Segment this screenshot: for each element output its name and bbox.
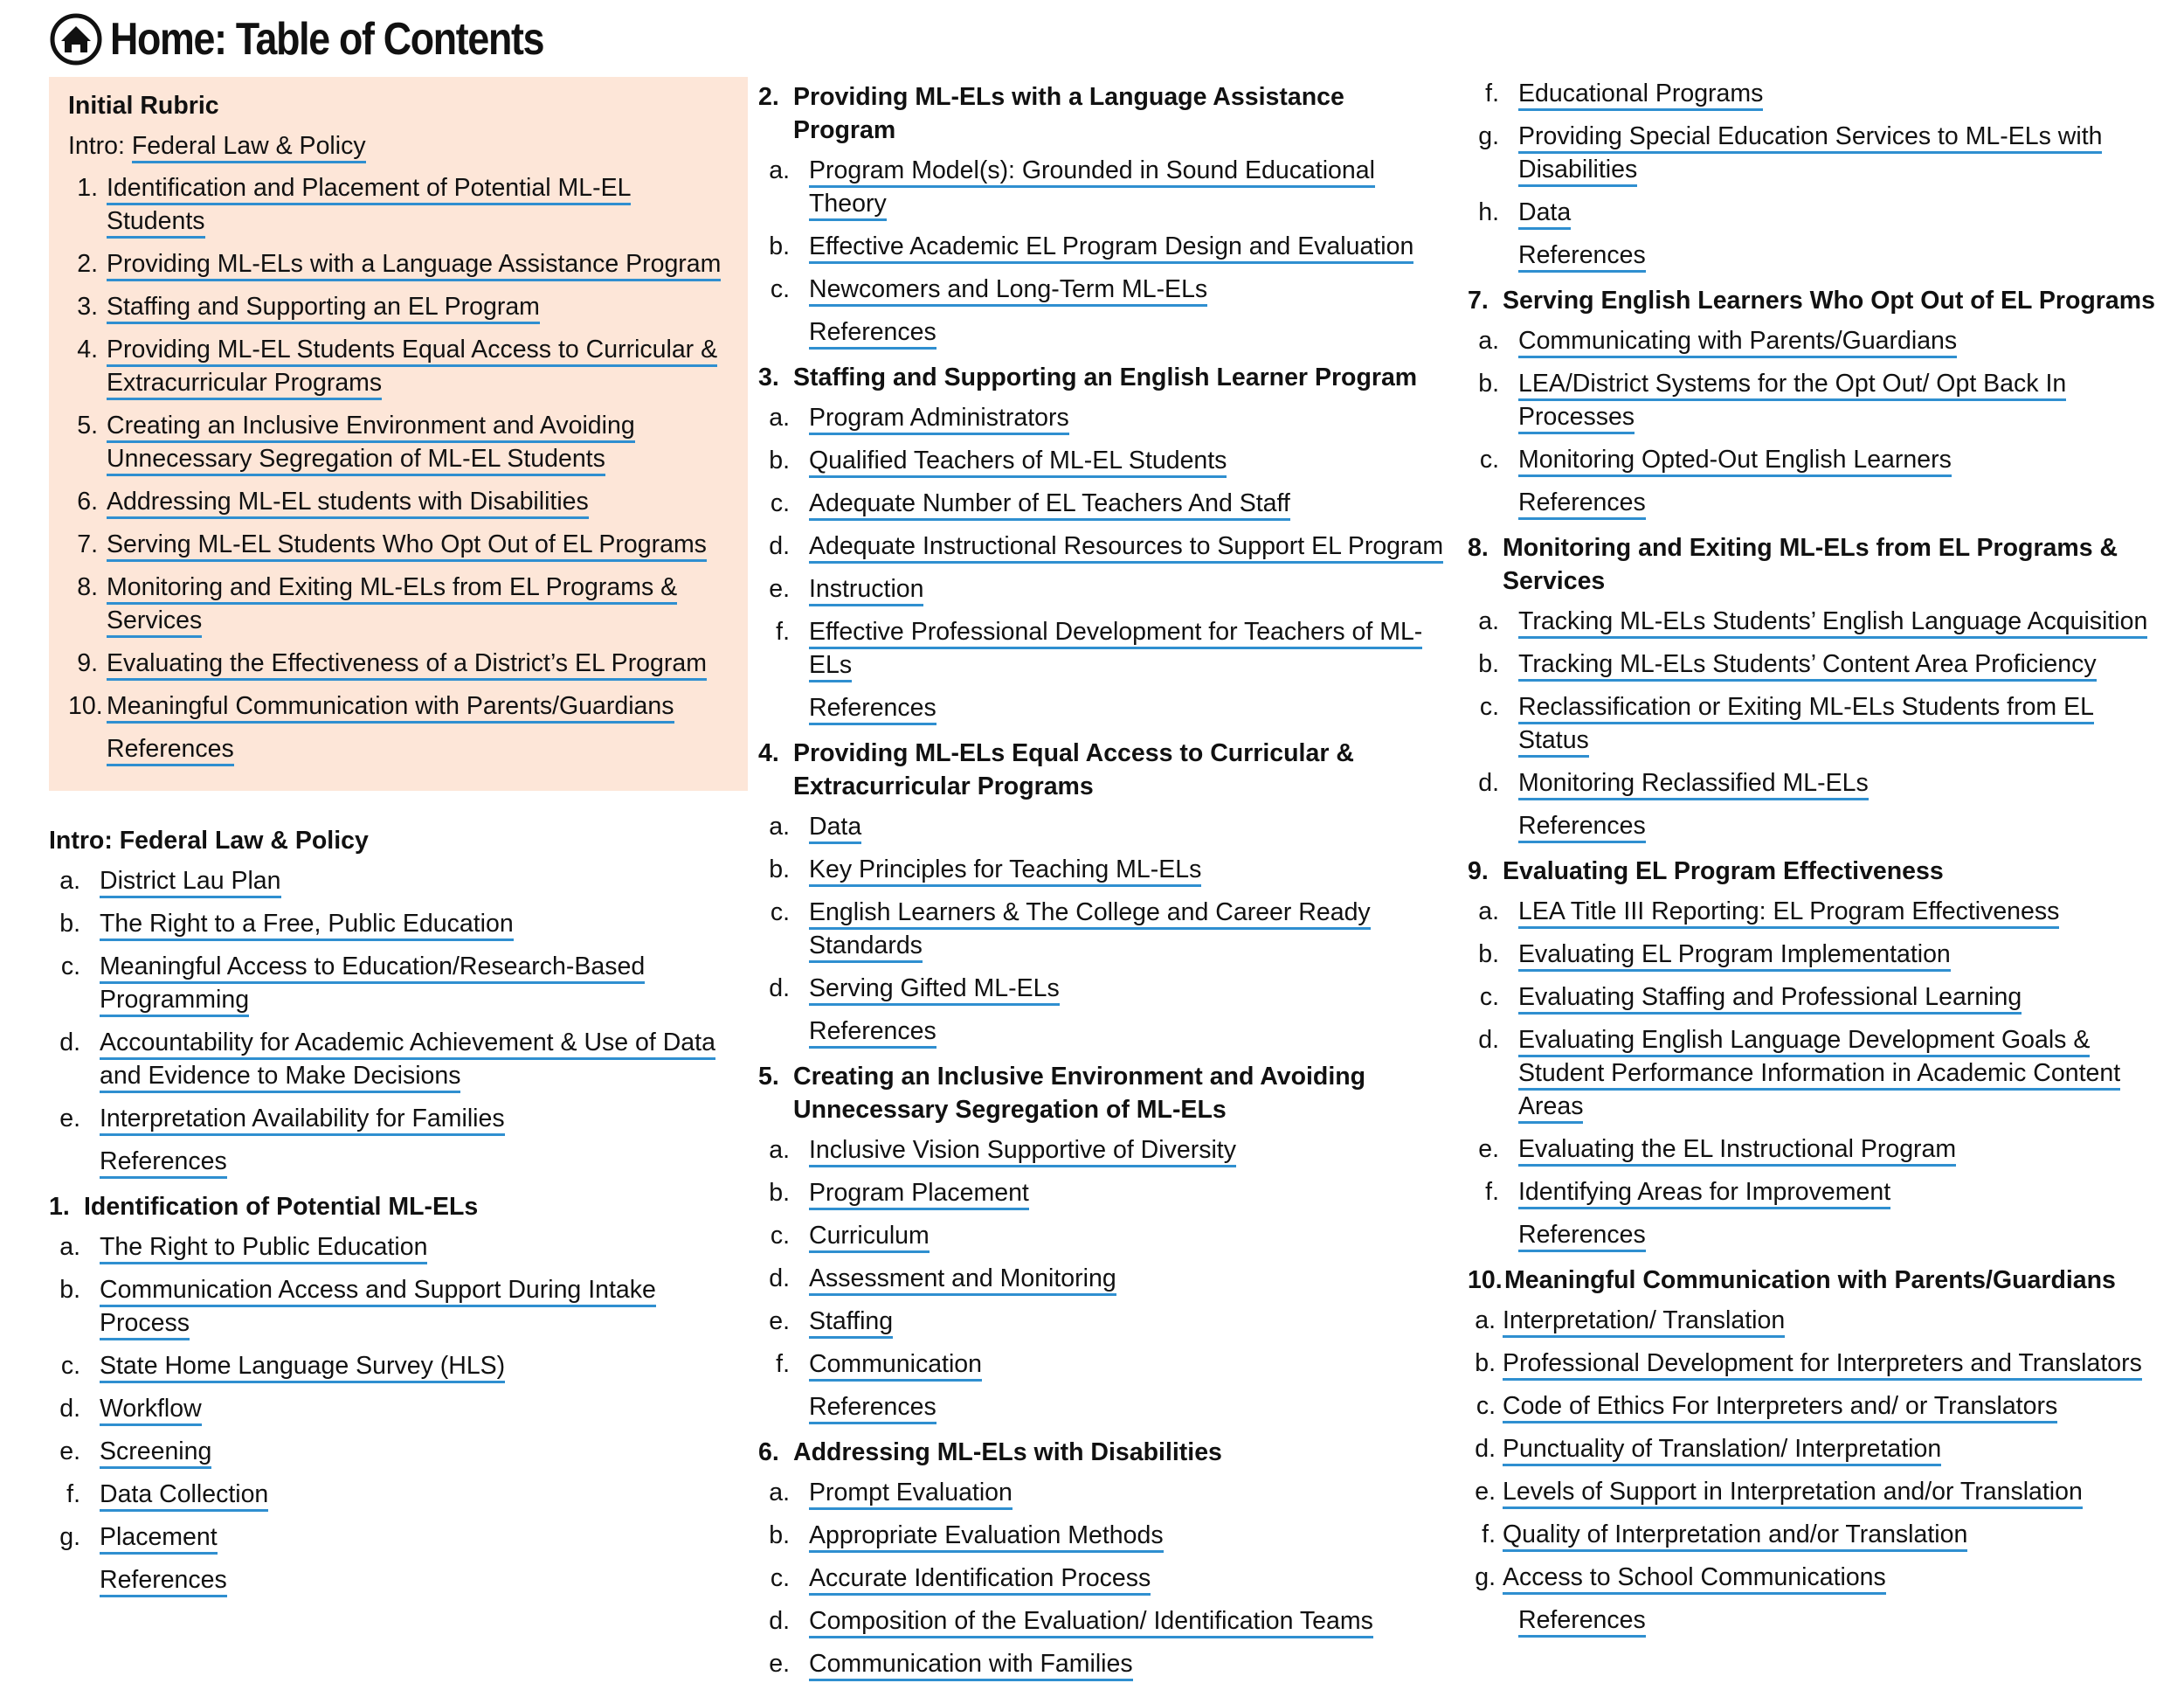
references-link[interactable]: References (1518, 1221, 1646, 1252)
item-letter: b. (1478, 370, 1499, 398)
rubric-item-link[interactable]: Identification and Placement of Potential ML-EL Students (107, 174, 631, 239)
rubric-item (68, 528, 729, 561)
item-letter: a. (769, 156, 790, 184)
references-link[interactable]: References (809, 1017, 936, 1049)
item-link[interactable]: Communication with Families (809, 1650, 1133, 1681)
intro-title: Intro: Federal Law & Policy (49, 827, 369, 855)
item-link[interactable]: Educational Programs (1518, 80, 1763, 111)
section-title: Monitoring and Exiting ML-ELs from EL Programs & Services (1503, 534, 2118, 595)
section-references (1468, 1218, 2167, 1251)
rubric-item-number: 8. (77, 573, 98, 601)
item-letter: c. (60, 952, 80, 980)
item-letter: e. (769, 1307, 790, 1335)
item-letter: d. (59, 1395, 80, 1423)
rubric-item (68, 290, 729, 323)
item-link[interactable]: Communication Access and Support During Intake Process (100, 1276, 656, 1340)
page-title: Home: Table of Contents (110, 14, 544, 65)
list-item (1468, 196, 2167, 229)
list-item (1468, 367, 2167, 433)
intro-list (49, 864, 748, 1135)
list-item (49, 1520, 748, 1554)
section-references (49, 1563, 748, 1596)
section-3 (758, 361, 1448, 724)
section-list (1468, 1304, 2167, 1594)
item-letter: c. (770, 898, 790, 926)
item-letter: a. (769, 1479, 790, 1506)
rubric-intro-prefix: Intro: (68, 132, 132, 160)
section-title: Staffing and Supporting an English Learner Program (793, 364, 1418, 391)
references-link[interactable]: References (809, 694, 936, 725)
section-number: 6. (758, 1438, 779, 1466)
list-item (758, 401, 1448, 434)
item-letter: g. (1478, 122, 1499, 150)
rubric-item-number: 4. (77, 336, 98, 364)
item-letter: d. (1478, 1026, 1499, 1054)
list-item (758, 972, 1448, 1005)
references-link[interactable]: References (1518, 241, 1646, 273)
list-item (758, 1647, 1448, 1680)
section-title: Addressing ML-ELs with Disabilities (793, 1438, 1222, 1466)
item-link[interactable]: Accountability for Academic Achievement & Use of Data and Evidence to Make Decisions (100, 1029, 715, 1093)
list-item (49, 1230, 748, 1264)
item-letter: e. (1475, 1478, 1496, 1506)
item-letter: f. (776, 1350, 790, 1378)
item-link[interactable]: Screening (100, 1437, 211, 1469)
list-item (758, 273, 1448, 306)
list-item (1468, 324, 2167, 357)
section-title: Serving English Learners Who Opt Out of EL Programs (1503, 287, 2155, 315)
rubric-item-number: 6. (77, 488, 98, 516)
item-letter: a. (1478, 327, 1499, 355)
section-5 (758, 1060, 1448, 1423)
item-letter: f. (1485, 1178, 1499, 1206)
list-item (758, 853, 1448, 886)
list-item (1468, 1132, 2167, 1166)
section-heading (1468, 1264, 2167, 1297)
list-item (1468, 605, 2167, 638)
list-item (1468, 1518, 2167, 1551)
item-letter: a. (59, 1233, 80, 1261)
intro-section (49, 824, 748, 1178)
section-number: 4. (758, 739, 779, 767)
item-letter: d. (1475, 1435, 1496, 1463)
rubric-item-link[interactable]: Meaningful Communication with Parents/Guardians (107, 692, 674, 724)
rubric-item (68, 333, 729, 399)
item-link[interactable]: Interpretation Availability for Families (100, 1105, 505, 1136)
rubric-item-link[interactable]: Evaluating the Effectiveness of a District’s EL Program (107, 649, 707, 681)
section-6-continued (1468, 77, 2167, 272)
section-references (758, 691, 1448, 724)
section-list (1468, 895, 2167, 1209)
item-letter: a. (769, 404, 790, 432)
intro-references (49, 1145, 748, 1178)
section-8 (1468, 531, 2167, 842)
list-item (1468, 938, 2167, 971)
item-link[interactable]: Communicating with Parents/Guardians (1518, 327, 1957, 358)
item-letter: b. (769, 855, 790, 883)
item-letter: c. (770, 489, 790, 517)
list-item (1468, 1023, 2167, 1123)
rubric-intro-link[interactable]: Federal Law & Policy (132, 132, 366, 163)
section-references (1468, 1603, 2167, 1637)
list-item (49, 1435, 748, 1468)
item-link[interactable]: Evaluating the EL Instructional Program (1518, 1135, 1956, 1167)
item-letter: c. (1479, 983, 1499, 1011)
item-link[interactable]: Monitoring Opted-Out English Learners (1518, 446, 1952, 477)
item-letter: a. (1478, 897, 1499, 925)
item-link[interactable]: Tracking ML-ELs Students’ English Language Acquisition (1518, 607, 2147, 639)
item-link[interactable]: Punctuality of Translation/ Interpretation (1503, 1435, 1941, 1466)
section-list (1468, 77, 2167, 229)
item-link[interactable]: Staffing (809, 1307, 893, 1339)
initial-rubric-box (49, 77, 748, 791)
toc-column-2 (758, 77, 1448, 1690)
list-item (1468, 1347, 2167, 1380)
section-title: Providing ML-ELs with a Language Assistance Program (793, 83, 1344, 144)
item-link[interactable]: Reclassification or Exiting ML-ELs Students from EL Status (1518, 693, 2094, 758)
list-item (758, 896, 1448, 962)
rubric-item-number: 3. (77, 293, 98, 321)
references-link[interactable]: References (107, 735, 234, 766)
list-item (1468, 980, 2167, 1014)
item-link[interactable]: The Right to Public Education (100, 1233, 427, 1264)
list-item (758, 1262, 1448, 1295)
list-item (758, 1562, 1448, 1595)
section-heading (758, 737, 1448, 803)
item-link[interactable]: Data (1518, 198, 1571, 230)
section-10 (1468, 1264, 2167, 1637)
section-list (758, 154, 1448, 306)
item-link[interactable]: Providing Special Education Services to ML-ELs with Disabilities (1518, 122, 2102, 187)
rubric-item-link[interactable]: Staffing and Supporting an EL Program (107, 293, 540, 324)
list-item (758, 154, 1448, 220)
item-link[interactable]: Appropriate Evaluation Methods (809, 1521, 1164, 1553)
list-item (49, 950, 748, 1016)
section-references (758, 1015, 1448, 1048)
section-list (758, 401, 1448, 682)
rubric-item-link[interactable]: Creating an Inclusive Environment and Avoiding Unnecessary Segregation of ML-EL Students (107, 412, 635, 476)
item-letter: f. (1482, 1520, 1496, 1548)
item-letter: e. (1478, 1135, 1499, 1163)
item-letter: d. (769, 974, 790, 1002)
item-link[interactable]: Access to School Communications (1503, 1563, 1886, 1595)
list-item (758, 1476, 1448, 1509)
list-item (758, 1305, 1448, 1338)
item-letter: a. (1478, 607, 1499, 635)
list-item (758, 444, 1448, 477)
item-letter: a. (59, 867, 80, 895)
section-heading (1468, 284, 2167, 317)
item-letter: e. (769, 575, 790, 603)
list-item (1468, 1175, 2167, 1209)
item-link[interactable]: Effective Academic EL Program Design and Evaluation (809, 232, 1413, 264)
list-item (758, 1219, 1448, 1252)
section-list (49, 1230, 748, 1554)
list-item (1468, 77, 2167, 110)
list-item (1468, 895, 2167, 928)
list-item (1468, 766, 2167, 800)
section-references (1468, 486, 2167, 519)
section-references (1468, 809, 2167, 842)
rubric-item (68, 247, 729, 281)
item-letter: b. (59, 1276, 80, 1304)
item-letter: c. (1479, 693, 1499, 721)
item-letter: d. (1478, 769, 1499, 797)
item-link[interactable]: Quality of Interpretation and/or Translation (1503, 1520, 1967, 1552)
item-letter: c. (1476, 1392, 1496, 1420)
item-link[interactable]: Communication (809, 1350, 982, 1382)
list-item (758, 1347, 1448, 1381)
section-1 (49, 1190, 748, 1596)
section-references (1468, 239, 2167, 272)
list-item (1468, 648, 2167, 681)
rubric-item-number: 7. (77, 530, 98, 558)
rubric-intro (68, 129, 729, 163)
item-letter: b. (1478, 940, 1499, 968)
item-link[interactable]: Levels of Support in Interpretation and/or Translation (1503, 1478, 2083, 1509)
item-link[interactable]: Newcomers and Long-Term ML-ELs (809, 275, 1207, 307)
item-letter: c. (770, 275, 790, 303)
rubric-item-link[interactable]: Addressing ML-EL students with Disabilities (107, 488, 589, 519)
item-link[interactable]: Evaluating English Language Development Goals & Student Performance Information in Academic Content Areas (1518, 1026, 2120, 1124)
section-4 (758, 737, 1448, 1048)
item-letter: b. (769, 447, 790, 474)
item-letter: b. (769, 1521, 790, 1549)
rubric-item-link[interactable]: Monitoring and Exiting ML-ELs from EL Programs & Services (107, 573, 677, 638)
item-letter: h. (1478, 198, 1499, 226)
section-number: 9. (1468, 857, 1489, 885)
section-number: 3. (758, 364, 779, 391)
item-letter: b. (769, 232, 790, 260)
item-letter: f. (776, 618, 790, 646)
item-link[interactable]: The Right to a Free, Public Education (100, 910, 514, 941)
section-title: Evaluating EL Program Effectiveness (1503, 857, 1944, 885)
list-item (49, 1026, 748, 1092)
item-letter: c. (60, 1352, 80, 1380)
item-letter: c. (770, 1222, 790, 1250)
section-title: Providing ML-ELs Equal Access to Curricular & Extracurricular Programs (793, 739, 1354, 800)
section-list (758, 1476, 1448, 1680)
list-item (1468, 1432, 2167, 1465)
section-heading (758, 1436, 1448, 1469)
item-link[interactable]: Program Administrators (809, 404, 1069, 435)
item-link[interactable]: Instruction (809, 575, 923, 606)
list-item (1468, 1389, 2167, 1423)
rubric-item-number: 9. (77, 649, 98, 677)
item-link[interactable]: Evaluating Staffing and Professional Learning (1518, 983, 2022, 1015)
rubric-item-number: 10. (68, 692, 103, 720)
section-6 (758, 1436, 1448, 1680)
list-item (758, 1604, 1448, 1638)
section-heading (758, 1060, 1448, 1126)
list-item (758, 615, 1448, 682)
section-9 (1468, 855, 2167, 1251)
item-letter: f. (1485, 80, 1499, 107)
rubric-title: Initial Rubric (68, 92, 219, 120)
item-letter: a. (1475, 1306, 1496, 1334)
item-letter: c. (1479, 446, 1499, 474)
rubric-list (68, 171, 729, 723)
section-number: 8. (1468, 534, 1489, 562)
section-number: 1. (49, 1193, 70, 1221)
page-header (49, 12, 614, 66)
list-item (1468, 443, 2167, 476)
section-heading (758, 80, 1448, 147)
section-number: 7. (1468, 287, 1489, 315)
rubric-item (68, 485, 729, 518)
item-link[interactable]: Key Principles for Teaching ML-ELs (809, 855, 1201, 887)
item-link[interactable]: Tracking ML-ELs Students’ Content Area Proficiency (1518, 650, 2097, 682)
item-letter: d. (59, 1029, 80, 1056)
item-link[interactable]: Inclusive Vision Supportive of Diversity (809, 1136, 1236, 1167)
item-link[interactable]: Prompt Evaluation (809, 1479, 1013, 1510)
references-link[interactable]: References (1518, 812, 1646, 843)
section-list (758, 1133, 1448, 1381)
list-item (49, 864, 748, 897)
section-number: 5. (758, 1063, 779, 1091)
references-link[interactable]: References (809, 1393, 936, 1424)
home-circle-icon[interactable] (49, 12, 103, 66)
item-letter: d. (769, 1264, 790, 1292)
item-link[interactable]: Professional Development for Interpreters and Translators (1503, 1349, 2142, 1381)
list-item (758, 230, 1448, 263)
item-link[interactable]: State Home Language Survey (HLS) (100, 1352, 505, 1383)
item-link[interactable]: District Lau Plan (100, 867, 281, 898)
item-link[interactable]: Placement (100, 1523, 218, 1555)
item-letter: e. (59, 1437, 80, 1465)
list-item (49, 1273, 748, 1340)
item-link[interactable]: LEA Title III Reporting: EL Program Effectiveness (1518, 897, 2059, 929)
item-link[interactable]: Program Placement (809, 1179, 1029, 1210)
list-item (49, 1349, 748, 1382)
item-letter: a. (769, 813, 790, 841)
references-link[interactable]: References (100, 1566, 227, 1597)
list-item (758, 1133, 1448, 1167)
rubric-item (68, 689, 729, 723)
rubric-item (68, 647, 729, 680)
section-references (758, 315, 1448, 349)
item-link[interactable]: Adequate Number of EL Teachers And Staff (809, 489, 1290, 521)
rubric-item-number: 2. (77, 250, 98, 278)
section-list (1468, 324, 2167, 476)
list-item (49, 907, 748, 940)
item-link[interactable]: Program Model(s): Grounded in Sound Educational Theory (809, 156, 1375, 221)
item-link[interactable]: LEA/District Systems for the Opt Out/ Opt Back In Processes (1518, 370, 2066, 434)
list-item (49, 1102, 748, 1135)
rubric-item-number: 5. (77, 412, 98, 440)
item-link[interactable]: Data Collection (100, 1480, 268, 1512)
section-title: Identification of Potential ML-ELs (84, 1193, 479, 1221)
section-heading (1468, 531, 2167, 598)
item-letter: d. (769, 532, 790, 560)
rubric-item (68, 571, 729, 637)
list-item (1468, 1304, 2167, 1337)
item-letter: g. (59, 1523, 80, 1551)
toc-column-1 (49, 77, 748, 1606)
item-letter: b. (769, 1179, 790, 1207)
item-link[interactable]: Interpretation/ Translation (1503, 1306, 1785, 1338)
item-letter: g. (1475, 1563, 1496, 1591)
section-7 (1468, 284, 2167, 519)
item-link[interactable]: English Learners & The College and Career Ready Standards (809, 898, 1371, 963)
section-heading (1468, 855, 2167, 888)
list-item (1468, 1475, 2167, 1508)
references-link[interactable]: References (809, 318, 936, 350)
item-letter: d. (769, 1607, 790, 1635)
list-item (1468, 120, 2167, 186)
section-number: 2. (758, 83, 779, 111)
list-item (1468, 1561, 2167, 1594)
rubric-item (68, 171, 729, 238)
item-link[interactable]: Meaningful Access to Education/Research-Based Programming (100, 952, 645, 1017)
item-link[interactable]: Curriculum (809, 1222, 930, 1253)
item-link[interactable]: Evaluating EL Program Implementation (1518, 940, 1951, 972)
item-letter: b. (1478, 650, 1499, 678)
rubric-item-link[interactable]: Providing ML-ELs with a Language Assistance Program (107, 250, 721, 281)
item-link[interactable]: Monitoring Reclassified ML-ELs (1518, 769, 1869, 800)
rubric-references (68, 732, 729, 765)
toc-column-3 (1468, 77, 2167, 1646)
item-letter: f. (66, 1480, 80, 1508)
item-link[interactable]: Data (809, 813, 861, 844)
section-list (758, 810, 1448, 1005)
item-link[interactable]: Accurate Identification Process (809, 1564, 1151, 1596)
list-item (758, 530, 1448, 563)
list-item (758, 1176, 1448, 1209)
item-link[interactable]: Serving Gifted ML-ELs (809, 974, 1060, 1006)
section-title: Creating an Inclusive Environment and Avoiding Unnecessary Segregation of ML-ELs (793, 1063, 1366, 1124)
section-number: 10. (1468, 1266, 1503, 1294)
list-item (1468, 690, 2167, 757)
rubric-item-link[interactable]: Providing ML-EL Students Equal Access to Curricular & Extracurricular Programs (107, 336, 717, 400)
item-link[interactable]: Qualified Teachers of ML-EL Students (809, 447, 1227, 478)
section-title: Meaningful Communication with Parents/Guardians (1504, 1266, 2116, 1294)
item-link[interactable]: Code of Ethics For Interpreters and/ or Translators (1503, 1392, 2057, 1423)
list-item (758, 810, 1448, 843)
item-letter: b. (1475, 1349, 1496, 1377)
references-link[interactable]: References (1518, 488, 1646, 520)
item-letter: b. (59, 910, 80, 938)
list-item (49, 1392, 748, 1425)
section-list (1468, 605, 2167, 800)
section-2 (758, 80, 1448, 349)
references-link[interactable]: References (100, 1147, 227, 1179)
item-link[interactable]: Assessment and Monitoring (809, 1264, 1116, 1296)
item-link[interactable]: Composition of the Evaluation/ Identification Teams (809, 1607, 1373, 1638)
rubric-item-number: 1. (77, 174, 98, 202)
rubric-item (68, 409, 729, 475)
item-link[interactable]: Identifying Areas for Improvement (1518, 1178, 1890, 1209)
rubric-item-link[interactable]: Serving ML-EL Students Who Opt Out of EL Programs (107, 530, 707, 562)
list-item (758, 487, 1448, 520)
list-item (49, 1478, 748, 1511)
section-references (758, 1390, 1448, 1423)
references-link[interactable]: References (1518, 1606, 1646, 1638)
item-letter: e. (769, 1650, 790, 1678)
section-heading (49, 1190, 748, 1223)
list-item (758, 1519, 1448, 1552)
item-letter: a. (769, 1136, 790, 1164)
item-letter: c. (770, 1564, 790, 1592)
list-item (758, 572, 1448, 606)
item-link[interactable]: Workflow (100, 1395, 202, 1426)
item-link[interactable]: Adequate Instructional Resources to Support EL Program (809, 532, 1443, 564)
item-letter: e. (59, 1105, 80, 1132)
section-heading (758, 361, 1448, 394)
item-link[interactable]: Effective Professional Development for Teachers of ML-ELs (809, 618, 1422, 682)
